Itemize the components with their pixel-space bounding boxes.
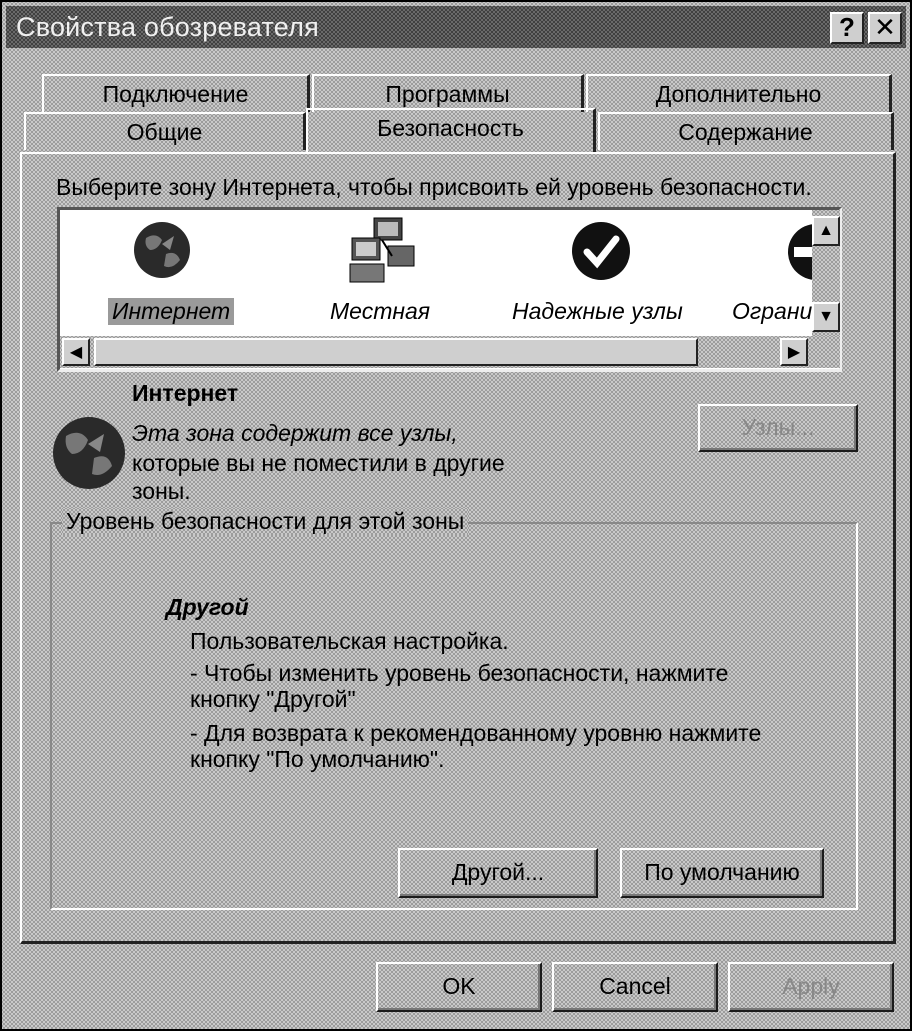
zone-label-restricted[interactable]: Ограни bbox=[732, 298, 812, 324]
cancel-button[interactable]: Cancel bbox=[552, 962, 718, 1012]
scroll-thumb[interactable] bbox=[94, 338, 698, 366]
security-level-line-5: кнопку "По умолчанию". bbox=[190, 746, 445, 772]
apply-button[interactable]: Apply bbox=[728, 962, 894, 1012]
security-level-name: Другой bbox=[166, 594, 249, 620]
local-network-icon[interactable] bbox=[348, 216, 420, 286]
default-level-button[interactable]: По умолчанию bbox=[620, 848, 824, 898]
title-bar[interactable] bbox=[6, 6, 906, 48]
security-level-line-1: Пользовательская настройка. bbox=[190, 628, 509, 654]
zone-name: Интернет bbox=[132, 380, 239, 406]
selected-zone-globe-icon bbox=[50, 414, 128, 492]
help-button[interactable]: ? bbox=[830, 12, 864, 44]
zone-label-internet[interactable]: Интернет bbox=[108, 298, 234, 325]
tab-security[interactable]: Безопасность bbox=[306, 108, 596, 154]
ok-button[interactable]: OK bbox=[376, 962, 542, 1012]
security-level-line-3: кнопку "Другой" bbox=[190, 686, 356, 712]
security-level-group-title: Уровень безопасности для этой зоны bbox=[62, 508, 468, 535]
tab-general[interactable]: Общие bbox=[24, 112, 306, 150]
zone-description-line-1: Эта зона содержит все узлы, bbox=[132, 420, 458, 446]
zone-select-prompt: Выберите зону Интернета, чтобы присвоить ей уровень безопасности. bbox=[56, 174, 812, 200]
security-level-line-2: - Чтобы изменить уровень безопасности, нажмите bbox=[190, 660, 729, 686]
scroll-down-button[interactable]: ▼ bbox=[812, 302, 840, 332]
globe-icon[interactable] bbox=[132, 220, 192, 280]
zone-label-trusted[interactable]: Надежные узлы bbox=[512, 298, 683, 324]
sites-button[interactable]: Узлы... bbox=[698, 404, 858, 452]
zone-label-local[interactable]: Местная bbox=[330, 298, 431, 324]
zone-description-line-3: зоны. bbox=[132, 478, 191, 504]
zone-description-line-2: которые вы не поместили в другие bbox=[132, 450, 505, 476]
tab-advanced[interactable]: Дополнительно bbox=[586, 74, 892, 112]
tab-connections[interactable]: Подключение bbox=[42, 74, 310, 112]
scroll-right-button[interactable]: ▶ bbox=[780, 338, 808, 366]
checkmark-icon[interactable] bbox=[570, 220, 632, 282]
custom-level-button[interactable]: Другой... bbox=[398, 848, 598, 898]
tab-content[interactable]: Содержание bbox=[598, 112, 894, 150]
close-button[interactable]: ✕ bbox=[868, 12, 902, 44]
tab-programs[interactable]: Программы bbox=[312, 74, 584, 112]
window-title: Свойства обозревателя bbox=[16, 12, 319, 42]
security-level-line-4: - Для возврата к рекомендованному уровню нажмите bbox=[190, 720, 762, 746]
zone-list[interactable] bbox=[57, 207, 842, 372]
scroll-up-button[interactable]: ▲ bbox=[812, 216, 840, 246]
scroll-left-button[interactable]: ◀ bbox=[62, 338, 90, 366]
